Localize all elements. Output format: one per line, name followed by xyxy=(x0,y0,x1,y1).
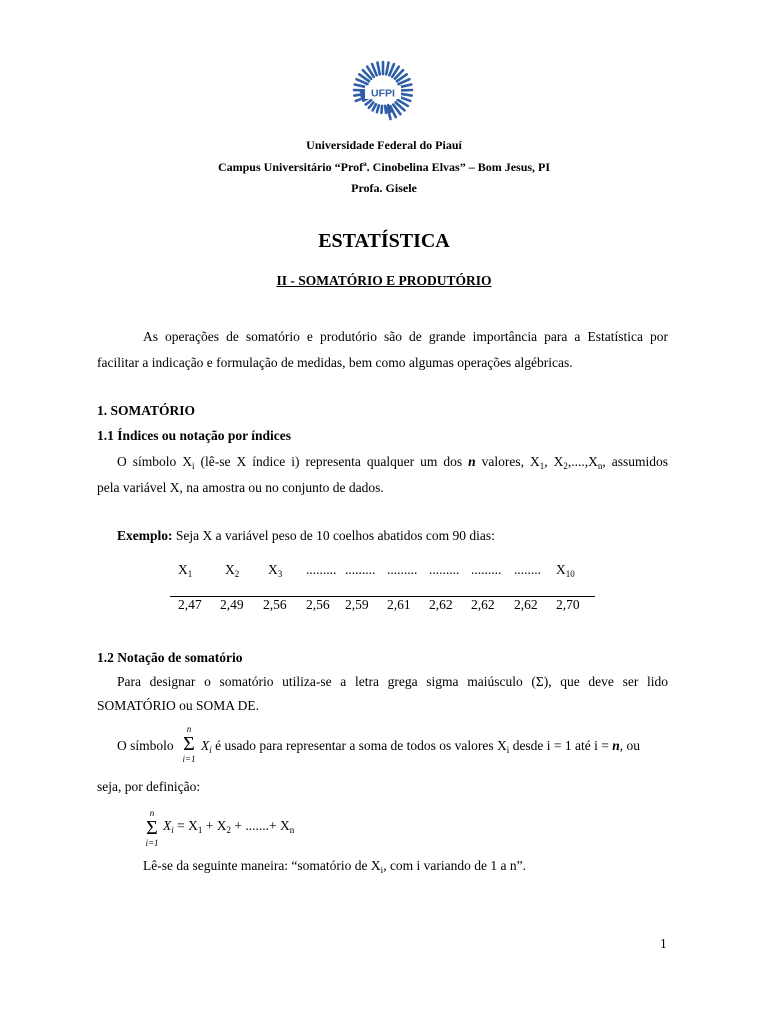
page-subtitle: II - SOMATÓRIO E PRODUTÓRIO xyxy=(276,273,492,288)
table-value-cell: 2,56 xyxy=(306,597,330,612)
ufpi-logo-icon xyxy=(352,60,414,122)
reading-line: Lê-se da seguinte maneira: “somatório de $X_i$, com i variando de 1 a n”. xyxy=(143,858,527,875)
subsection-1-1-line-2: pela variável X, na amostra ou no conjunto de dados. xyxy=(97,480,384,495)
section-heading: 1. SOMATÓRIO xyxy=(97,403,196,418)
header-university: Universidade Federal do Piauí xyxy=(306,138,462,152)
table-header-cell: ........ xyxy=(514,562,541,577)
symbol-explanation: $X_i$ é usado para representar a soma de todos os valores $X_i$ desde i = 1 até i = n, ou xyxy=(201,738,641,755)
table-value-cell: 2,62 xyxy=(429,597,453,612)
header-professor: Profa. Gisele xyxy=(351,181,417,195)
definition-formula: $X_i = X_1 + X_2$ + .......+ $X_n$ xyxy=(163,818,295,835)
table-value-cell: 2,56 xyxy=(263,597,287,612)
summation-symbol-inline: n Σ i=1 xyxy=(182,724,196,764)
table-value-cell: 2,49 xyxy=(220,597,244,612)
table-value-cell: 2,62 xyxy=(471,597,495,612)
table-header-cell: ......... xyxy=(387,562,418,577)
subsection-1-2-heading: 1.2 Notação de somatório xyxy=(97,650,243,665)
intro-line-2: facilitar a indicação e formulação de medidas, bem como algumas operações algébricas. xyxy=(97,355,573,370)
subsection-1-1-line-1: O símbolo $X_i$ (lê-se X índice i) representa qualquer um dos n valores, $X_1$, $X_2,....,X_n$, assumidos xyxy=(117,454,668,471)
summation-symbol-definition: n Σ i=1 xyxy=(145,808,159,848)
table-header-cell: $X_2$ xyxy=(225,562,240,579)
example-line: Exemplo: Seja X a variável peso de 10 coelhos abatidos com 90 dias: xyxy=(117,528,495,543)
page-number: 1 xyxy=(660,936,667,951)
subsection-1-1-heading: 1.1 Índices ou notação por índices xyxy=(97,428,292,443)
definition-lead: seja, por definição: xyxy=(97,779,201,794)
table-value-cell: 2,59 xyxy=(345,597,369,612)
table-value-cell: 2,61 xyxy=(387,597,411,612)
page-title: ESTATÍSTICA xyxy=(318,230,450,252)
table-header-cell: ......... xyxy=(345,562,376,577)
table-value-cell: 2,70 xyxy=(556,597,580,612)
table-header-cell: $X_{10}$ xyxy=(556,562,575,579)
table-header-cell: $X_1$ xyxy=(178,562,193,579)
table-header-cell: $X_3$ xyxy=(268,562,283,579)
table-value-cell: 2,62 xyxy=(514,597,538,612)
data-table xyxy=(170,560,600,620)
table-value-cell: 2,47 xyxy=(178,597,202,612)
logo-text: UFPI xyxy=(371,87,395,100)
symbol-intro: O símbolo xyxy=(117,738,174,753)
subsection-1-2-line-2: SOMATÓRIO ou SOMA DE. xyxy=(97,698,260,713)
header-campus: Campus Universitário “Profª. Cinobelina Elvas” – Bom Jesus, PI xyxy=(217,160,551,174)
ufpi-logo xyxy=(352,60,414,122)
subsection-1-2-line-1: Para designar o somatório utiliza-se a letra grega sigma maiúsculo (Σ), que deve ser lido xyxy=(117,674,668,689)
intro-line-1: As operações de somatório e produtório são de grande importância para a Estatística por xyxy=(143,329,668,344)
table-header-cell: ......... xyxy=(306,562,337,577)
table-header-cell: ......... xyxy=(429,562,460,577)
table-header-cell: ......... xyxy=(471,562,502,577)
